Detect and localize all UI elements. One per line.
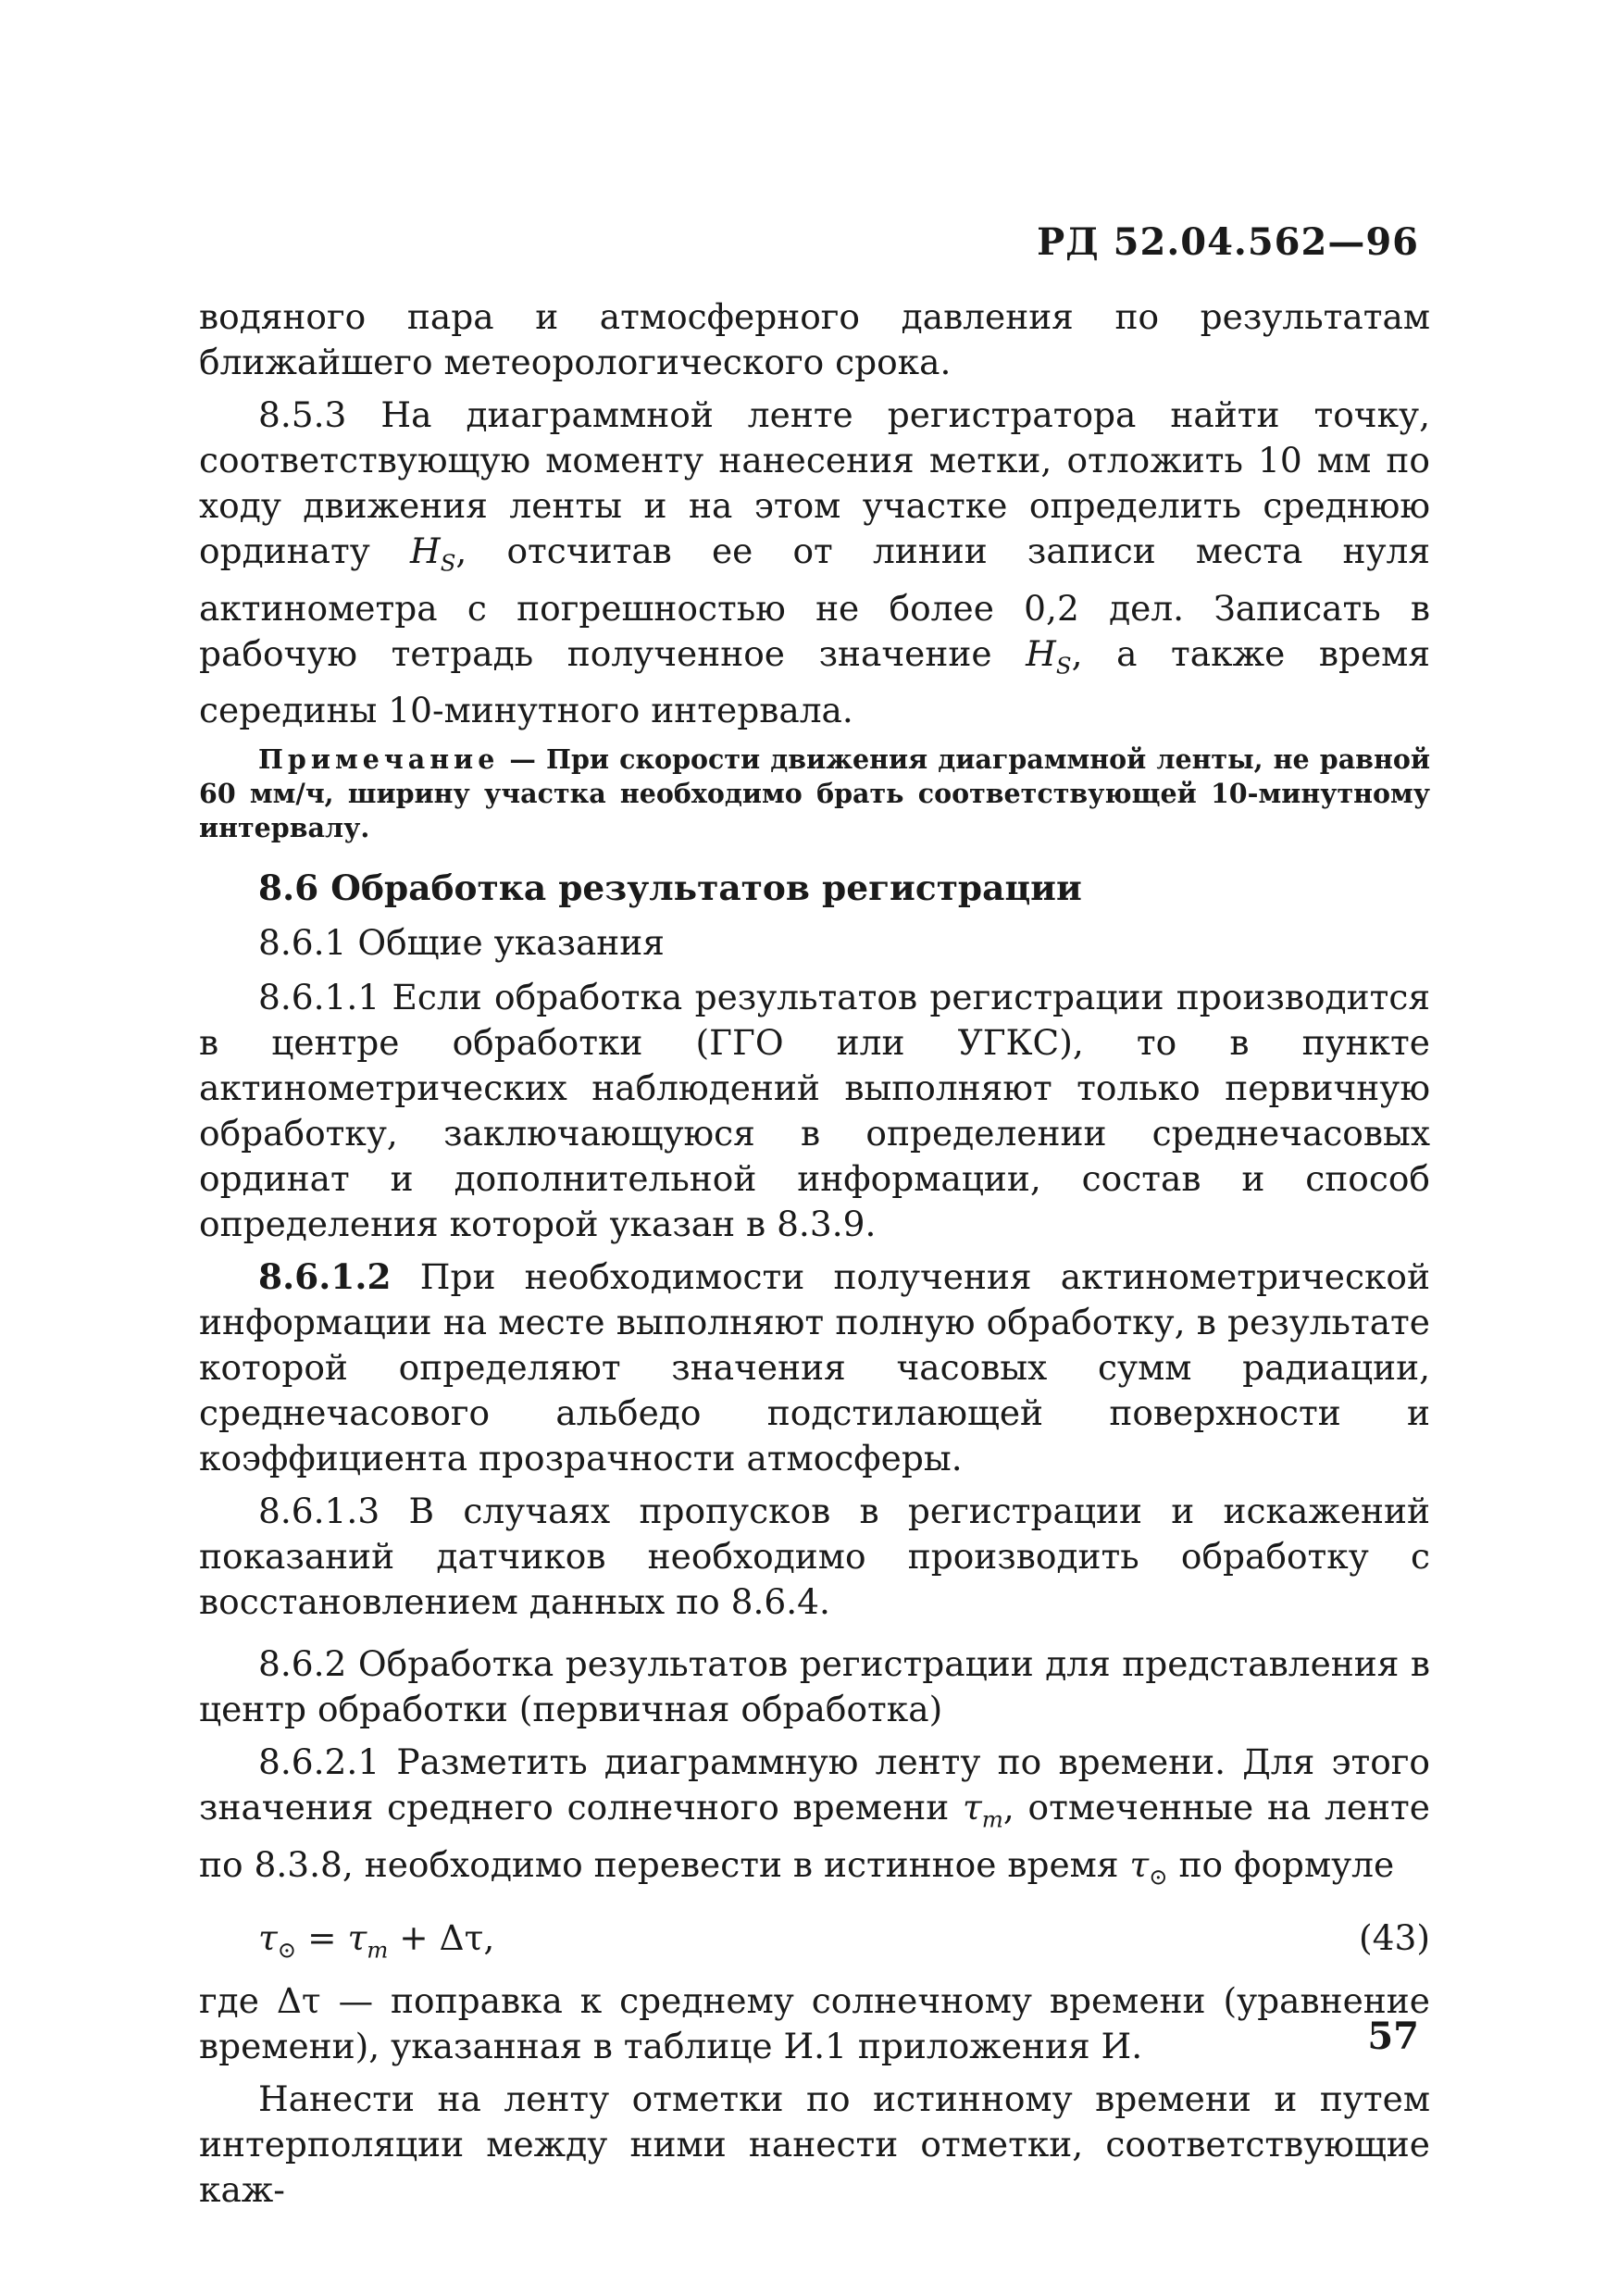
- subsection-heading-8-6-1: 8.6.1 Общие указания: [258, 922, 665, 963]
- page-number: 57: [1367, 2015, 1419, 2058]
- note-block: [199, 742, 1430, 845]
- symbol-h: H: [1026, 632, 1056, 674]
- equation-number: (43): [1359, 1917, 1430, 1958]
- equals-sign: =: [296, 1917, 348, 1958]
- subscript-m: m: [981, 1805, 1003, 1833]
- text-fragment: , отсчитав ее от линии записи места нуля актинометра с погрешностью не более 0,2 дел. Записать в рабочую тетрадь полученное значение: [199, 530, 1430, 674]
- clause-number: 8.6.1.2: [258, 1256, 392, 1297]
- paragraph-8-6-1-2: [199, 1254, 1430, 1481]
- subscript-m: m: [367, 1936, 389, 1964]
- subscript-sun: ⊙: [1149, 1863, 1168, 1890]
- note-text: — При скорости движения диаграммной ленты, не равной 60 мм/ч, ширину участка необходимо брать соответствующей 10-минутному интервалу.: [199, 743, 1430, 843]
- symbol-tau: τ: [347, 1917, 367, 1958]
- document-code: РД 52.04.562—96: [1037, 220, 1419, 264]
- symbol-tau: τ: [1129, 1843, 1150, 1885]
- subscript-sun: ⊙: [277, 1936, 297, 1964]
- formula-tail: + Δτ,: [388, 1917, 495, 1958]
- paragraph-8-6-2: 8.6.2 Обработка результатов регистрации для представления в центр обработки (первичная обработка): [199, 1643, 1430, 1729]
- paragraph-last: Нанести на ленту отметки по истинному времени и путем интерполяции между ними нанести отметки, соответствующие каж-: [199, 2078, 1430, 2210]
- paragraph-8-6-2-1: [199, 1740, 1430, 1899]
- symbol-tau: τ: [962, 1787, 982, 1828]
- text-fragment: При необходимости получения актинометрической информации на месте выполняют полную обработку, в результате которой определяют значения часовых сумм радиации, среднечасового альбедо подстилающей поверхности и коэффициента прозрачности атмосферы.: [199, 1256, 1430, 1479]
- subscript-s: S: [1055, 652, 1072, 679]
- paragraph-8-6-1-3: 8.6.1.3 В случаях пропусков в регистрации и искажений показаний датчиков необходимо производить обработку с восстановлением данных по 8.6.4.: [199, 1491, 1430, 1622]
- formula-expression: [258, 1915, 494, 1973]
- paragraph-where: где Δτ — поправка к среднему солнечному времени (уравнение времени), указанная в таблице И.1 приложения И.: [199, 1980, 1430, 2066]
- text-fragment: , а также время середины 10-минутного интервала.: [199, 632, 1431, 730]
- section-heading-8-6: 8.6 Обработка результатов регистрации: [258, 867, 1082, 908]
- paragraph-8-5-3: [199, 393, 1430, 733]
- symbol-tau: τ: [258, 1917, 278, 1958]
- text-fragment: по формуле: [1167, 1843, 1395, 1885]
- paragraph-intro: водяного пара и атмосферного давления по результатам ближайшего метеорологического срока.: [199, 296, 1430, 382]
- paragraph-8-6-1-1: 8.6.1.1 Если обработка результатов регистрации производится в центре обработки (ГГО или УГКС), то в пункте актинометрических наблюдений выполняют только первичную обработку, заключающуюся в определении среднечасовых ординат и дополнительной информации, состав и способ определения которой указан в 8.3.9.: [199, 977, 1430, 1244]
- formula-43: [199, 1912, 1430, 1967]
- text-fragment: 8.5.3 На диаграммной ленте регистратора найти точку, соответствующую моменту нанесения метки, отложить 10 мм по ходу движения ленты и на этом участке определить среднюю ординату: [199, 394, 1430, 571]
- text-fragment: , отмеченные на ленте по 8.3.8, необходимо перевести в истинное время: [199, 1787, 1430, 1885]
- note-label: Примечание: [258, 743, 500, 775]
- symbol-h: H: [409, 530, 441, 571]
- subscript-s: S: [440, 549, 456, 577]
- page-content: [199, 294, 1430, 2220]
- text-fragment: 8.6.2.1 Разметить диаграммную ленту по времени. Для этого значения среднего солнечного времени: [199, 1741, 1430, 1828]
